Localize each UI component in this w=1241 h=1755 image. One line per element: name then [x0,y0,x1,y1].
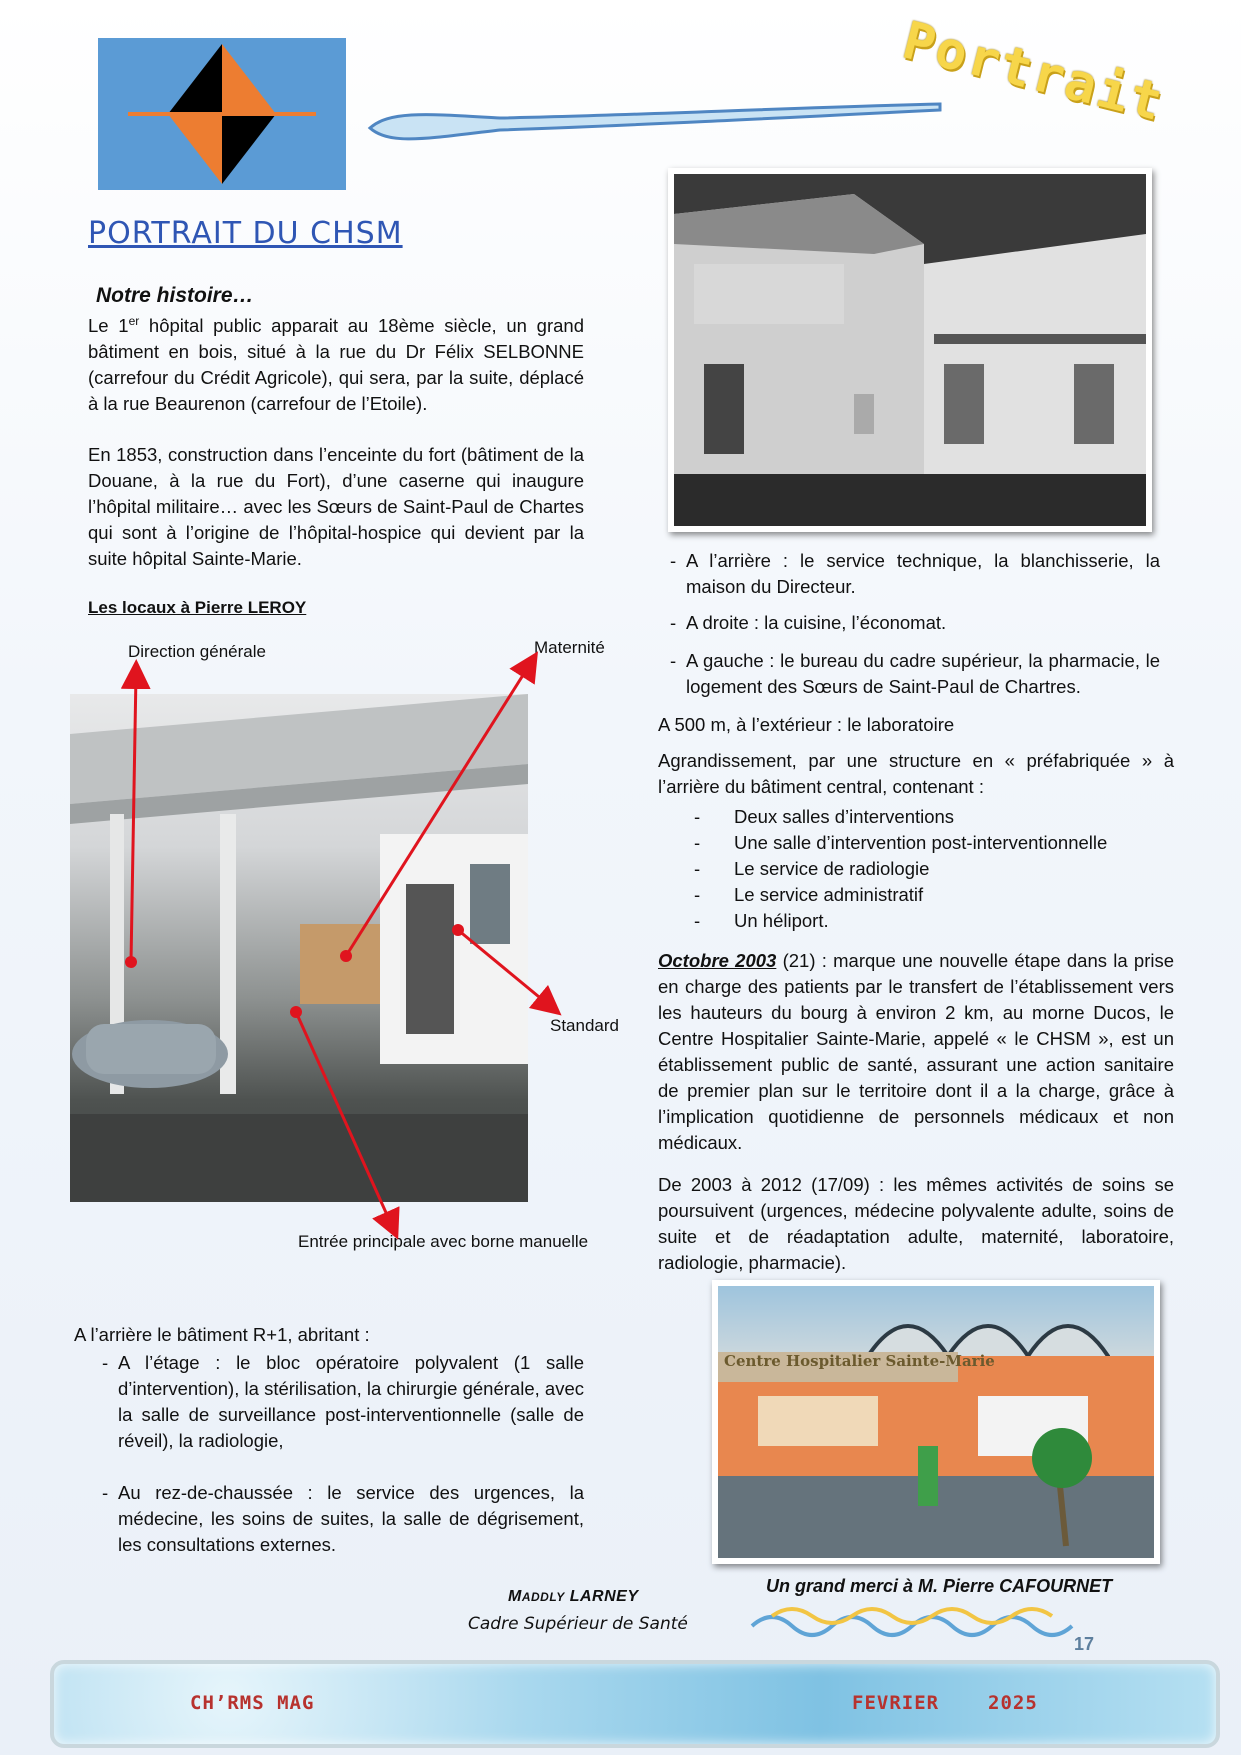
right-item-text: A l’arrière : le service technique, la blanchisserie, la maison du Directeur. [686,550,1160,597]
locaux-heading: Les locaux à Pierre LEROY [88,598,307,617]
wave-decoration [748,1604,1100,1640]
list-item-text: Le service administratif [734,884,924,905]
r1-item-text: A l’étage : le bloc opératoire polyvalent (1 salle d’intervention), la stérilisation, la chirurgie générale, avec la salle de surveillance post-interventionnelle (salle de réveil), la radiologie, [118,1352,584,1451]
octobre-2003-text: (21) : marque une nouvelle étape dans la prise en charge des patients par le transfert de l’établissement vers les hauteurs du bourg à environ 2 km, au morne Ducos, le Centre Hospitalier Sainte-Marie, appelé « le CHSM », est un établissement public de santé, assurant une action sanitaire de premier plan sur le territoire dont il a la charge, grâce à l’implication quotidienne de personnels médicaux et non médicaux. [658,950,1175,1153]
label-direction: Direction générale [128,642,266,661]
history-paragraph-2: En 1853, construction dans l’enceinte du fort (bâtiment de la Douane, à la rue du Fort), d’une caserne qui inaugure l’hôpital militaire… avec les Sœurs de Saint-Paul de Chartes qui sont à l’origine de l’hôpital-hospice qui devient par la suite hôpital Sainte-Marie. [88,444,584,569]
right-list-item-2: - A droite : la cuisine, l’économat. [670,612,947,633]
r1-item-etage: - A l’étage : le bloc opératoire polyvalent (1 salle d’intervention), la stérilisation, la chirurgie générale, avec la salle de surveillance post-interventionnelle (salle de réveil), la radiologie, [102,1352,584,1451]
list-item: - Le service de radiologie [694,858,930,879]
r1-item-rdc: - Au rez-de-chaussée : le service des urgences, la médecine, les soins de suites, la salle de dégrisement, les consultations externes. [102,1482,584,1555]
list-item: - Deux salles d’interventions [694,806,955,827]
agrandissement-list [694,804,1107,934]
label-entree: Entrée principale avec borne manuelle [298,1232,589,1251]
footer-banner [50,1660,1220,1748]
labo-text: A 500 m, à l’extérieur : le laboratoire [658,714,955,735]
list-item-text: Un héliport. [734,910,829,931]
photo-new-hospital [712,1280,1160,1564]
author-initial: M [508,1588,522,1605]
page-title: PORTRAIT DU CHSM [88,216,403,251]
author-name [508,1588,639,1606]
thanks-text: Un grand merci à M. Pierre CAFOURNET [766,1576,1113,1596]
label-standard: Standard [550,1016,619,1035]
list-item: - Une salle d’intervention post-interventionnelle [694,832,1108,853]
right-item-text: A gauche : le bureau du cadre supérieur, la pharmacie, le logement des Sœurs de Saint-Paul de Chartres. [686,650,1160,697]
octobre-2003-date: Octobre 2003 [658,950,777,971]
right-item-text: A droite : la cuisine, l’économat. [686,612,947,633]
period-2003-2012-paragraph: De 2003 à 2012 (17/09) : les mêmes activités de soins se poursuivent (urgences, médecine polyvalente adulte, soins de suite et de réadaptation adulte, maternité, laboratoire, radiologie, pharmacie). [658,1174,1174,1273]
list-item-text: Deux salles d’interventions [734,806,955,827]
list-item: - Le service administratif [694,884,924,905]
portrait-badge: Portrait [896,10,1170,134]
author-firstname-rest: ADDLY [521,1590,565,1604]
issue-month: FEVRIER [852,1692,940,1714]
label-maternite: Maternité [534,638,605,657]
list-item: - Un héliport. [694,910,829,931]
author-role: Cadre Supérieur de Santé [468,1614,688,1634]
octobre-2003-paragraph [658,948,1174,1156]
r1-intro: A l’arrière le bâtiment R+1, abritant : [74,1324,370,1345]
list-item-text: Une salle d’intervention post-interventionnelle [734,832,1108,853]
list-item-text: Le service de radiologie [734,858,930,879]
right-list-item-1: - A l’arrière : le service technique, la blanchisserie, la maison du Directeur. [670,550,1160,597]
r1-item-text: Au rez-de-chaussée : le service des urgences, la médecine, les soins de suites, la salle de dégrisement, les consultations externes. [118,1482,584,1555]
p1-sup: er [128,314,140,328]
p1-rest: hôpital public apparait au 18ème siècle, un grand bâtiment en bois, situé à la rue du Dr Félix SELBONNE (carrefour du Crédit Agricole), qui sera, par la suite, déplacé à la rue Beaurenon (carrefour de l’Etoile). [88,315,584,415]
p1-start: Le 1 [88,315,129,337]
page-number: 17 [1074,1634,1095,1654]
photo-old-hospital [668,168,1152,532]
issue-year: 2025 [988,1692,1038,1714]
right-list-item-3: - A gauche : le bureau du cadre supérieur, la pharmacie, le logement des Sœurs de Saint-Paul de Chartres. [670,650,1160,697]
history-heading: Notre histoire… [96,284,254,307]
magazine-name: CH’RMS MAG [190,1692,315,1714]
agrandissement-text: Agrandissement, par une structure en « préfabriquée » à l’arrière du bâtiment central, contenant : [658,750,1174,797]
author-lastname: LARNEY [564,1588,639,1605]
photo-sign: Centre Hospitalier Sainte-Marie [724,1352,995,1370]
